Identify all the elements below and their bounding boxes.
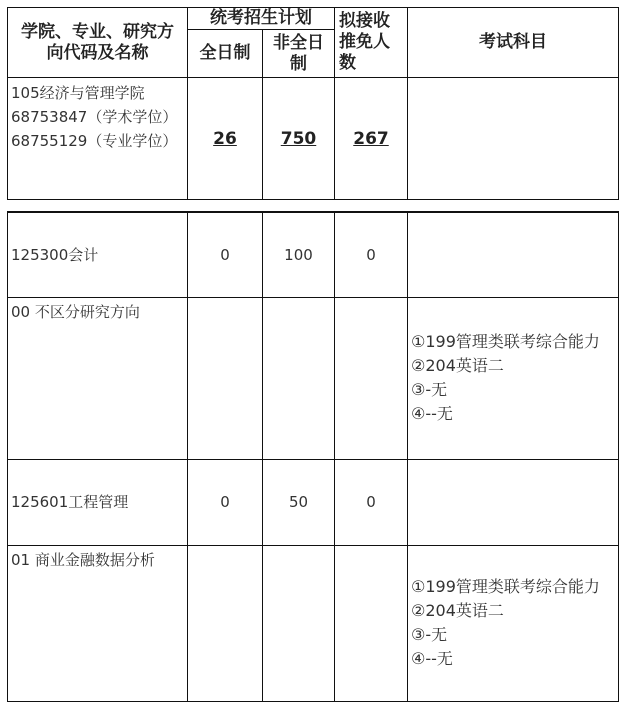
header-fulltime: 全日制	[188, 30, 263, 78]
college-name: 105经济与管理学院	[11, 84, 145, 102]
subject-item: ②204英语二	[411, 601, 504, 620]
subject-item: ④--无	[411, 404, 453, 423]
college-row	[8, 78, 619, 200]
subject-item: ①199管理类联考综合能力	[411, 577, 600, 596]
program-parttime: 50	[263, 459, 335, 545]
direction-parttime	[263, 545, 335, 701]
direction-exempt	[335, 545, 408, 701]
header-table	[7, 7, 619, 200]
college-exempt: 267	[353, 128, 389, 149]
direction-name: 01 商业金融数据分析	[8, 545, 188, 701]
program-subjects	[408, 212, 619, 297]
subject-item: ③-无	[411, 625, 448, 644]
programs-table	[7, 211, 619, 702]
header-program: 学院、专业、研究方向代码及名称	[8, 8, 188, 78]
direction-exempt	[335, 297, 408, 459]
program-exempt: 0	[335, 459, 408, 545]
subject-item: ③-无	[411, 380, 448, 399]
table-row	[8, 545, 619, 701]
subject-item: ④--无	[411, 649, 453, 668]
table-row	[8, 212, 619, 297]
direction-subjects	[408, 297, 619, 459]
program-fulltime: 0	[188, 459, 263, 545]
college-phone-professional: 68755129（专业学位）	[11, 132, 178, 150]
college-fulltime: 26	[213, 128, 237, 149]
college-parttime: 750	[280, 128, 317, 149]
program-exempt: 0	[335, 212, 408, 297]
program-subjects	[408, 459, 619, 545]
header-parttime: 非全日制	[263, 30, 335, 78]
subject-item: ②204英语二	[411, 356, 504, 375]
direction-subjects	[408, 545, 619, 701]
direction-fulltime	[188, 545, 263, 701]
direction-name: 00 不区分研究方向	[8, 297, 188, 459]
table-row	[8, 297, 619, 459]
program-parttime: 100	[263, 212, 335, 297]
college-subjects	[408, 78, 619, 200]
subject-item: ①199管理类联考综合能力	[411, 332, 600, 351]
direction-parttime	[263, 297, 335, 459]
header-exempt: 拟接收推免人数	[335, 8, 408, 78]
header-plan-group: 统考招生计划	[188, 8, 335, 30]
direction-fulltime	[188, 297, 263, 459]
program-fulltime: 0	[188, 212, 263, 297]
table-row	[8, 459, 619, 545]
header-subjects: 考试科目	[408, 8, 619, 78]
program-name: 125300会计	[8, 212, 188, 297]
college-phone-academic: 68753847（学术学位）	[11, 108, 178, 126]
program-name: 125601工程管理	[8, 459, 188, 545]
